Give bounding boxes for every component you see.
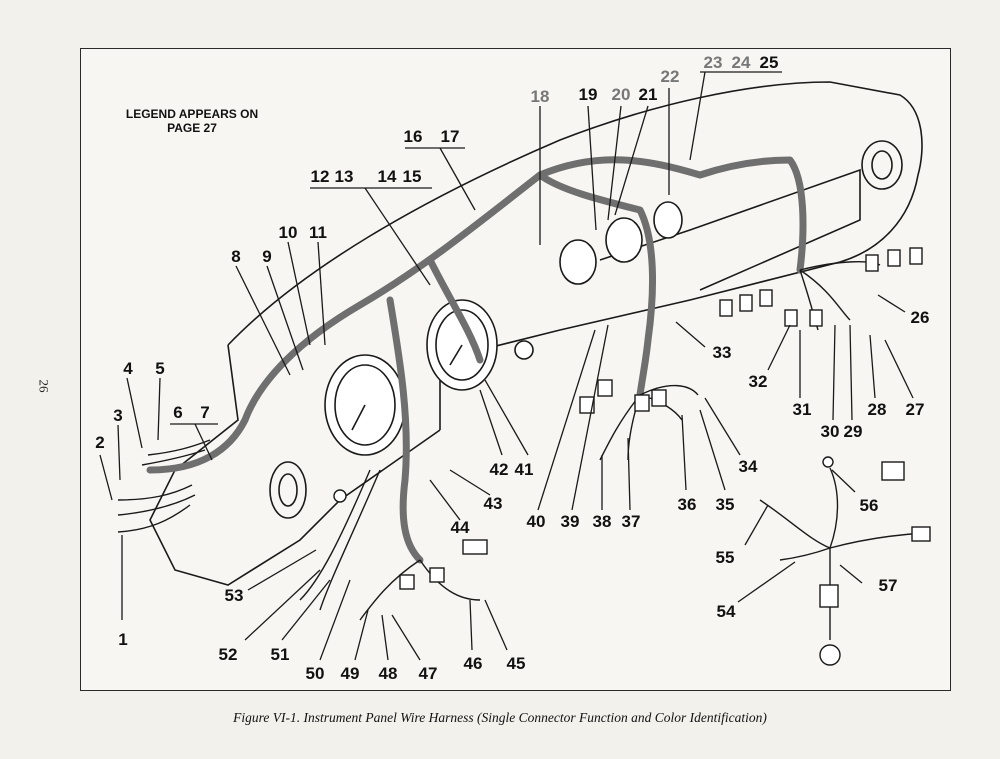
callout-50: 50 (305, 664, 325, 683)
connectors (334, 248, 930, 665)
legend-note: LEGEND APPEARS ON PAGE 27 (125, 107, 259, 135)
callout-51: 51 (270, 645, 290, 664)
small-gauge-3 (654, 202, 682, 238)
callout-26: 26 (910, 308, 930, 327)
callout-56: 56 (859, 496, 879, 515)
callout-57: 57 (878, 576, 898, 595)
callout-15: 15 (402, 167, 422, 186)
callout-6: 6 (173, 403, 183, 422)
callout-5: 5 (155, 359, 165, 378)
callout-55: 55 (715, 548, 735, 567)
callout-4: 4 (123, 359, 133, 378)
callout-43: 43 (483, 494, 503, 513)
callout-30: 30 (820, 422, 840, 441)
callout-35: 35 (715, 495, 735, 514)
callout-13: 13 (334, 167, 354, 186)
callout-20: 20 (611, 85, 631, 104)
callout-24: 24 (731, 53, 751, 72)
callout-29: 29 (843, 422, 863, 441)
callout-27: 27 (905, 400, 925, 419)
callout-48: 48 (378, 664, 398, 683)
callout-46: 46 (463, 654, 483, 673)
callout-18: 18 (530, 87, 550, 106)
callout-7: 7 (200, 403, 210, 422)
figure-caption: Figure VI-1. Instrument Panel Wire Harness (Single Connector Function and Color Identification) (233, 710, 767, 725)
callout-42: 42 (489, 460, 509, 479)
callout-3: 3 (113, 406, 123, 425)
callout-14: 14 (377, 167, 397, 186)
callout-36: 36 (677, 495, 697, 514)
callout-38: 38 (592, 512, 612, 531)
callout-33: 33 (712, 343, 732, 362)
thin-leads (118, 262, 925, 640)
callout-40: 40 (526, 512, 546, 531)
callout-47: 47 (418, 664, 438, 683)
callout-34: 34 (738, 457, 758, 476)
callout-11: 11 (309, 223, 327, 242)
callout-19: 19 (578, 85, 598, 104)
callout-25: 25 (759, 53, 779, 72)
ignition-switch (515, 341, 533, 359)
callout-52: 52 (218, 645, 238, 664)
callout-12: 12 (310, 167, 330, 186)
callout-44: 44 (450, 518, 470, 537)
callout-17: 17 (440, 127, 460, 146)
callout-31: 31 (792, 400, 812, 419)
wire-harness (150, 160, 803, 560)
callout-53: 53 (224, 586, 244, 605)
callout-10: 10 (278, 223, 298, 242)
page-number: 26 (36, 379, 52, 393)
callout-28: 28 (867, 400, 887, 419)
callout-45: 45 (506, 654, 526, 673)
callout-22: 22 (660, 67, 680, 86)
callout-23: 23 (703, 53, 723, 72)
callout-2: 2 (95, 433, 105, 452)
callout-41: 41 (514, 460, 534, 479)
callout-32: 32 (748, 372, 768, 391)
callout-labels (95, 53, 929, 683)
small-gauge-1 (560, 240, 596, 284)
callout-21: 21 (638, 85, 658, 104)
callout-9: 9 (262, 247, 272, 266)
callout-49: 49 (340, 664, 360, 683)
callout-37: 37 (621, 512, 641, 531)
callout-54: 54 (716, 602, 736, 621)
small-gauge-2 (606, 218, 642, 262)
callout-8: 8 (231, 247, 241, 266)
callout-1: 1 (118, 630, 128, 649)
callout-39: 39 (560, 512, 580, 531)
callout-16: 16 (403, 127, 423, 146)
instrument-gauges (325, 202, 682, 455)
dashboard-outline (150, 82, 922, 585)
